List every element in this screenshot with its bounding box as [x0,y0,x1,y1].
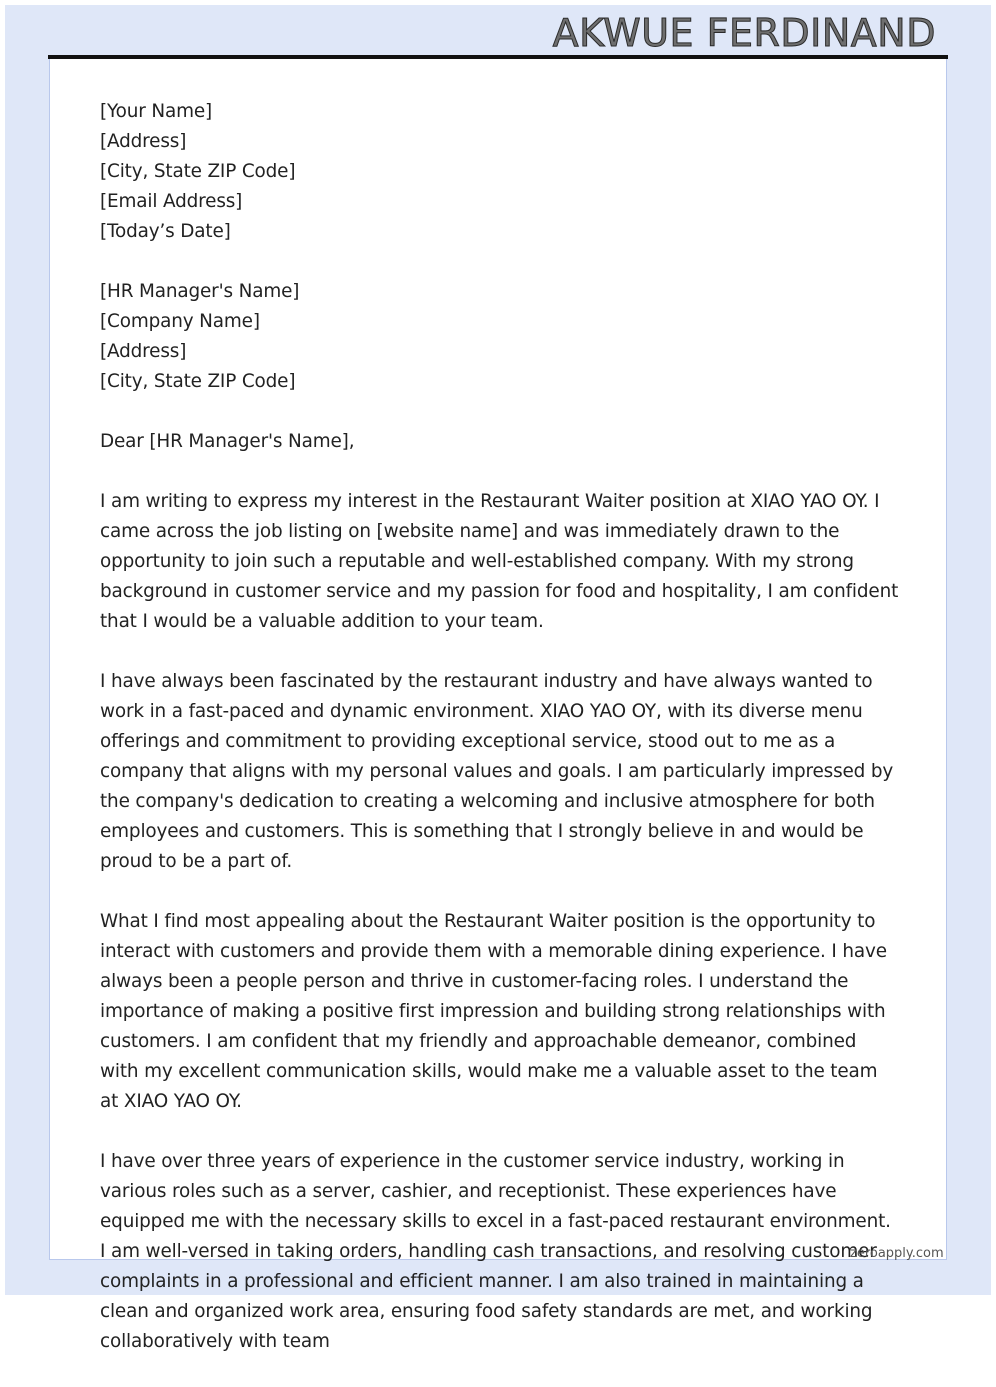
header-name: AKWUE FERDINAND [552,11,936,55]
recipient-address: [Address] [100,341,187,362]
salutation: Dear [HR Manager's Name], [100,431,355,452]
paragraph-motivation: I have always been fascinated by the restaurant industry and have always wanted to work in a fast-paced and dynamic environment. XIAO YAO OY, with its diverse menu offerings and commitment to providing exceptional service, stood out to me as a company that aligns with my personal values and goals. I am particularly impressed by the company's dedication to creating a welcoming and inclusive atmosphere for both employees and customers. This is something that I strongly believe in and would be proud to be a part of. [100,671,894,872]
sender-address: [Address] [100,131,187,152]
letter-date: [Today’s Date] [100,221,231,242]
sender-block [100,97,900,247]
watermark: zeroapply.com [850,1246,944,1261]
recipient-block [100,277,900,397]
letter-body [100,97,900,1387]
recipient-company: [Company Name] [100,311,260,332]
paragraph-appeal: What I find most appealing about the Restaurant Waiter position is the opportunity to interact with customers and provide them with a memorable dining experience. I have always been a people person and thrive in customer-facing roles. I understand the importance of making a positive first impression and building strong relationships with customers. I am confident that my friendly and approachable demeanor, combined with my excellent communication skills, would make me a valuable asset to the team at XIAO YAO OY. [100,911,887,1112]
paragraph-experience: I have over three years of experience in the customer service industry, working in various roles such as a server, cashier, and receptionist. These experiences have equipped me with the necessary skills to excel in a fast-paced restaurant environment. I am well-versed in taking orders, handling cash transactions, and resolving customer complaints in a professional and efficient manner. I am also trained in maintaining a clean and organized work area, ensuring food safety standards are met, and working collaboratively with team [100,1151,891,1352]
paragraph-intro: I am writing to express my interest in the Restaurant Waiter position at XIAO YAO OY. I came across the job listing on [website name] and was immediately drawn to the opportunity to join such a reputable and well-established company. With my strong background in customer service and my passion for food and hospitality, I am confident that I would be a valuable addition to your team. [100,491,899,632]
recipient-name: [HR Manager's Name] [100,281,300,302]
recipient-city: [City, State ZIP Code] [100,371,296,392]
salutation-block [100,427,900,457]
sender-name: [Your Name] [100,101,213,122]
sender-email: [Email Address] [100,191,243,212]
sender-city: [City, State ZIP Code] [100,161,296,182]
